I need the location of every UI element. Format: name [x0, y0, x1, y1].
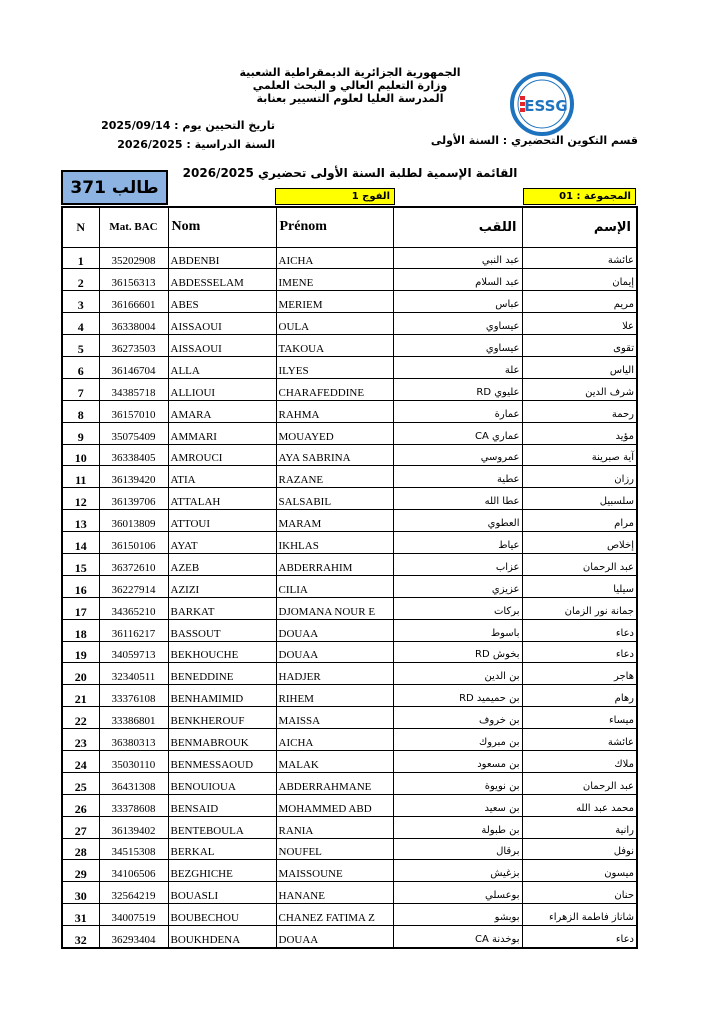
- cell-prenom: ABDERRAHMANE: [276, 772, 393, 794]
- table-row: [62, 685, 637, 707]
- cell-laqab: بخوش RD: [393, 641, 522, 663]
- cell-mat: 36166601: [99, 291, 168, 313]
- table-row: [62, 400, 637, 422]
- group-label: المجموعة : 01: [523, 188, 636, 205]
- cell-nom: BASSOUT: [168, 619, 276, 641]
- cell-prenom: DOUAA: [276, 926, 393, 948]
- cell-mat: 36156313: [99, 269, 168, 291]
- cell-prenom: RANIA: [276, 816, 393, 838]
- cell-prenom: MARAM: [276, 510, 393, 532]
- cell-laqab: عبد السلام: [393, 269, 522, 291]
- cell-mat: 36380313: [99, 729, 168, 751]
- cell-prenom: DOUAA: [276, 641, 393, 663]
- table-row: [62, 422, 637, 444]
- cell-prenom: RAHMA: [276, 400, 393, 422]
- table-row: [62, 488, 637, 510]
- cell-prenom: HADJER: [276, 663, 393, 685]
- cell-ism: سلسبيل: [522, 488, 637, 510]
- cell-laqab: عمارة: [393, 400, 522, 422]
- cell-laqab: عزاب: [393, 553, 522, 575]
- table-row: [62, 444, 637, 466]
- ministry-header: [200, 66, 500, 105]
- cell-mat: 36431308: [99, 772, 168, 794]
- document-info: [60, 116, 275, 154]
- cell-ism: دعاء: [522, 641, 637, 663]
- cell-n: 2: [62, 269, 99, 291]
- cell-nom: BENEDDINE: [168, 663, 276, 685]
- cell-mat: 36139706: [99, 488, 168, 510]
- cell-n: 24: [62, 750, 99, 772]
- cell-mat: 36150106: [99, 532, 168, 554]
- table-row: [62, 926, 637, 948]
- cell-prenom: CHARAFEDDINE: [276, 378, 393, 400]
- cell-laqab: بن سعيد: [393, 794, 522, 816]
- section-label: الفوج 1: [275, 188, 395, 205]
- table-row: [62, 313, 637, 335]
- cell-laqab: بن نويوة: [393, 772, 522, 794]
- cell-mat: 32564219: [99, 882, 168, 904]
- cell-n: 26: [62, 794, 99, 816]
- cell-mat: 36139420: [99, 466, 168, 488]
- cell-laqab: عيساوي: [393, 313, 522, 335]
- cell-nom: BOUASLI: [168, 882, 276, 904]
- cell-n: 12: [62, 488, 99, 510]
- table-row: [62, 466, 637, 488]
- cell-n: 7: [62, 378, 99, 400]
- cell-mat: 34007519: [99, 904, 168, 926]
- table-row: [62, 356, 637, 378]
- cell-prenom: AICHA: [276, 247, 393, 269]
- cell-ism: عائشة: [522, 729, 637, 751]
- cell-laqab: بزغيش: [393, 860, 522, 882]
- cell-laqab: عياط: [393, 532, 522, 554]
- cell-nom: BEKHOUCHE: [168, 641, 276, 663]
- cell-n: 20: [62, 663, 99, 685]
- cell-nom: BERKAL: [168, 838, 276, 860]
- table-row: [62, 772, 637, 794]
- table-row: [62, 729, 637, 751]
- academic-year: السنة الدراسية : 2026/2025: [117, 138, 275, 151]
- cell-laqab: بن طبولة: [393, 816, 522, 838]
- cell-n: 6: [62, 356, 99, 378]
- cell-nom: BARKAT: [168, 597, 276, 619]
- cell-prenom: DJOMANA NOUR E: [276, 597, 393, 619]
- cell-prenom: ILYES: [276, 356, 393, 378]
- cell-prenom: CHANEZ FATIMA Z: [276, 904, 393, 926]
- cell-prenom: OULA: [276, 313, 393, 335]
- cell-laqab: بن حميميد RD: [393, 685, 522, 707]
- cell-nom: BENOUIOUA: [168, 772, 276, 794]
- header-line-3: المدرسة العليا لعلوم التسيير بعنابة: [256, 92, 444, 105]
- cell-prenom: CILIA: [276, 575, 393, 597]
- cell-nom: AMARA: [168, 400, 276, 422]
- col-header-n: N: [62, 207, 99, 247]
- cell-nom: ABES: [168, 291, 276, 313]
- cell-prenom: RIHEM: [276, 685, 393, 707]
- cell-n: 27: [62, 816, 99, 838]
- cell-mat: 36116217: [99, 619, 168, 641]
- department-label: قسم التكوين التحضيري : السنة الأولى: [430, 134, 638, 147]
- cell-nom: BENKHEROUF: [168, 707, 276, 729]
- cell-nom: ATTALAH: [168, 488, 276, 510]
- cell-ism: رحمة: [522, 400, 637, 422]
- cell-ism: ميساء: [522, 707, 637, 729]
- cell-mat: 36372610: [99, 553, 168, 575]
- cell-ism: الياس: [522, 356, 637, 378]
- cell-mat: 36293404: [99, 926, 168, 948]
- table-row: [62, 619, 637, 641]
- col-header-ism: الإسم: [522, 207, 637, 247]
- table-row: [62, 663, 637, 685]
- cell-laqab: عيساوي: [393, 335, 522, 357]
- cell-n: 31: [62, 904, 99, 926]
- cell-prenom: AICHA: [276, 729, 393, 751]
- cell-ism: شاناز فاطمة الزهراء: [522, 904, 637, 926]
- cell-nom: ALLIOUI: [168, 378, 276, 400]
- cell-n: 8: [62, 400, 99, 422]
- table-row: [62, 641, 637, 663]
- cell-mat: 35075409: [99, 422, 168, 444]
- cell-n: 13: [62, 510, 99, 532]
- table-row: [62, 860, 637, 882]
- cell-n: 30: [62, 882, 99, 904]
- cell-mat: 36338004: [99, 313, 168, 335]
- cell-ism: عبد الرحمان: [522, 772, 637, 794]
- cell-ism: دعاء: [522, 926, 637, 948]
- cell-nom: BENMESSAOUD: [168, 750, 276, 772]
- cell-mat: 34515308: [99, 838, 168, 860]
- cell-n: 32: [62, 926, 99, 948]
- cell-laqab: عطية: [393, 466, 522, 488]
- cell-prenom: MALAK: [276, 750, 393, 772]
- cell-prenom: DOUAA: [276, 619, 393, 641]
- cell-nom: BEZGHICHE: [168, 860, 276, 882]
- student-table: [61, 206, 638, 949]
- col-header-prenom: Prénom: [276, 207, 393, 247]
- cell-nom: BENHAMIMID: [168, 685, 276, 707]
- cell-nom: ATIA: [168, 466, 276, 488]
- cell-mat: 36157010: [99, 400, 168, 422]
- table-row: [62, 750, 637, 772]
- cell-mat: 32340511: [99, 663, 168, 685]
- cell-n: 1: [62, 247, 99, 269]
- col-header-mat: Mat. BAC: [99, 207, 168, 247]
- table-row: [62, 247, 637, 269]
- cell-prenom: TAKOUA: [276, 335, 393, 357]
- cell-ism: مرام: [522, 510, 637, 532]
- table-row: [62, 553, 637, 575]
- cell-prenom: HANANE: [276, 882, 393, 904]
- cell-n: 9: [62, 422, 99, 444]
- school-logo-icon: [510, 72, 574, 136]
- cell-ism: ميسون: [522, 860, 637, 882]
- cell-prenom: NOUFEL: [276, 838, 393, 860]
- cell-ism: هاجر: [522, 663, 637, 685]
- cell-nom: BENMABROUK: [168, 729, 276, 751]
- cell-mat: 34385718: [99, 378, 168, 400]
- cell-ism: إيمان: [522, 269, 637, 291]
- cell-ism: مؤيد: [522, 422, 637, 444]
- cell-ism: سيليا: [522, 575, 637, 597]
- cell-mat: 33386801: [99, 707, 168, 729]
- cell-nom: AZEB: [168, 553, 276, 575]
- header-line-1: الجمهورية الجزائرية الديمقراطية الشعبية: [239, 66, 461, 79]
- cell-n: 5: [62, 335, 99, 357]
- cell-ism: مريم: [522, 291, 637, 313]
- cell-laqab: عزيزي: [393, 575, 522, 597]
- cell-nom: BENSAID: [168, 794, 276, 816]
- cell-ism: رانية: [522, 816, 637, 838]
- cell-nom: AISSAOUI: [168, 313, 276, 335]
- cell-prenom: RAZANE: [276, 466, 393, 488]
- cell-n: 14: [62, 532, 99, 554]
- header-line-2: وزارة التعليم العالي و البحث العلمي: [252, 79, 448, 92]
- cell-n: 22: [62, 707, 99, 729]
- cell-ism: جمانة نور الزمان: [522, 597, 637, 619]
- cell-ism: دعاء: [522, 619, 637, 641]
- cell-mat: 34059713: [99, 641, 168, 663]
- table-row: [62, 335, 637, 357]
- cell-laqab: بوخدنة CA: [393, 926, 522, 948]
- table-row: [62, 575, 637, 597]
- cell-prenom: MAISSA: [276, 707, 393, 729]
- cell-mat: 36013809: [99, 510, 168, 532]
- col-header-laqab: اللقب: [393, 207, 522, 247]
- cell-n: 28: [62, 838, 99, 860]
- cell-prenom: MERIEM: [276, 291, 393, 313]
- cell-n: 16: [62, 575, 99, 597]
- cell-laqab: باسوط: [393, 619, 522, 641]
- logo-text: ESSG: [524, 97, 568, 115]
- cell-mat: 36227914: [99, 575, 168, 597]
- cell-n: 29: [62, 860, 99, 882]
- cell-laqab: بن مسعود: [393, 750, 522, 772]
- cell-nom: AMROUCI: [168, 444, 276, 466]
- cell-n: 25: [62, 772, 99, 794]
- cell-prenom: IKHLAS: [276, 532, 393, 554]
- cell-nom: AMMARI: [168, 422, 276, 444]
- cell-laqab: علة: [393, 356, 522, 378]
- cell-n: 10: [62, 444, 99, 466]
- cell-ism: ملاك: [522, 750, 637, 772]
- table-row: [62, 882, 637, 904]
- cell-ism: حنان: [522, 882, 637, 904]
- cell-laqab: بن خروف: [393, 707, 522, 729]
- cell-ism: إخلاص: [522, 532, 637, 554]
- cell-laqab: عطا الله: [393, 488, 522, 510]
- cell-mat: 33378608: [99, 794, 168, 816]
- cell-laqab: بوبشو: [393, 904, 522, 926]
- cell-n: 18: [62, 619, 99, 641]
- cell-prenom: IMENE: [276, 269, 393, 291]
- cell-prenom: MOUAYED: [276, 422, 393, 444]
- cell-ism: علا: [522, 313, 637, 335]
- cell-laqab: عبد النبي: [393, 247, 522, 269]
- cell-nom: AZIZI: [168, 575, 276, 597]
- cell-n: 17: [62, 597, 99, 619]
- cell-mat: 33376108: [99, 685, 168, 707]
- cell-nom: BOUKHDENA: [168, 926, 276, 948]
- cell-laqab: برقال: [393, 838, 522, 860]
- table-row: [62, 378, 637, 400]
- cell-mat: 35202908: [99, 247, 168, 269]
- cell-prenom: SALSABIL: [276, 488, 393, 510]
- cell-ism: رزان: [522, 466, 637, 488]
- update-date: تاريخ التحيين يوم : 2025/09/14: [101, 119, 275, 132]
- cell-mat: 34365210: [99, 597, 168, 619]
- cell-ism: عبد الرحمان: [522, 553, 637, 575]
- col-header-nom: Nom: [168, 207, 276, 247]
- cell-ism: نوفل: [522, 838, 637, 860]
- cell-laqab: عماري CA: [393, 422, 522, 444]
- cell-nom: BOUBECHOU: [168, 904, 276, 926]
- cell-ism: رهام: [522, 685, 637, 707]
- cell-mat: 34106506: [99, 860, 168, 882]
- cell-prenom: AYA SABRINA: [276, 444, 393, 466]
- cell-mat: 36146704: [99, 356, 168, 378]
- table-row: [62, 794, 637, 816]
- cell-ism: شرف الدين: [522, 378, 637, 400]
- cell-ism: محمد عبد الله: [522, 794, 637, 816]
- cell-laqab: بركات: [393, 597, 522, 619]
- cell-laqab: بوعسلي: [393, 882, 522, 904]
- cell-mat: 36338405: [99, 444, 168, 466]
- table-row: [62, 269, 637, 291]
- cell-nom: BENTEBOULA: [168, 816, 276, 838]
- table-row: [62, 597, 637, 619]
- cell-nom: ATTOUI: [168, 510, 276, 532]
- cell-ism: عائشة: [522, 247, 637, 269]
- cell-laqab: عباس: [393, 291, 522, 313]
- cell-nom: ABDENBI: [168, 247, 276, 269]
- table-row: [62, 707, 637, 729]
- student-count-badge: طالب 371: [61, 170, 168, 205]
- cell-nom: AYAT: [168, 532, 276, 554]
- cell-n: 15: [62, 553, 99, 575]
- table-row: [62, 291, 637, 313]
- cell-nom: AISSAOUI: [168, 335, 276, 357]
- cell-mat: 36139402: [99, 816, 168, 838]
- cell-laqab: بن مبروك: [393, 729, 522, 751]
- cell-n: 11: [62, 466, 99, 488]
- cell-n: 3: [62, 291, 99, 313]
- list-title: القائمة الإسمية لطلبة السنة الأولى تحضيري 2026/2025: [182, 166, 518, 180]
- cell-prenom: MOHAMMED ABD: [276, 794, 393, 816]
- cell-mat: 36273503: [99, 335, 168, 357]
- cell-n: 19: [62, 641, 99, 663]
- table-row: [62, 510, 637, 532]
- cell-laqab: بن الدين: [393, 663, 522, 685]
- cell-prenom: MAISSOUNE: [276, 860, 393, 882]
- cell-n: 4: [62, 313, 99, 335]
- cell-laqab: العطوي: [393, 510, 522, 532]
- cell-mat: 35030110: [99, 750, 168, 772]
- cell-laqab: عليوي RD: [393, 378, 522, 400]
- cell-laqab: عمروسي: [393, 444, 522, 466]
- cell-ism: تقوى: [522, 335, 637, 357]
- table-row: [62, 904, 637, 926]
- cell-nom: ALLA: [168, 356, 276, 378]
- table-row: [62, 838, 637, 860]
- table-row: [62, 816, 637, 838]
- cell-ism: آية صبرينة: [522, 444, 637, 466]
- table-header-row: [62, 207, 637, 247]
- cell-nom: ABDESSELAM: [168, 269, 276, 291]
- cell-prenom: ABDERRAHIM: [276, 553, 393, 575]
- table-row: [62, 532, 637, 554]
- cell-n: 23: [62, 729, 99, 751]
- cell-n: 21: [62, 685, 99, 707]
